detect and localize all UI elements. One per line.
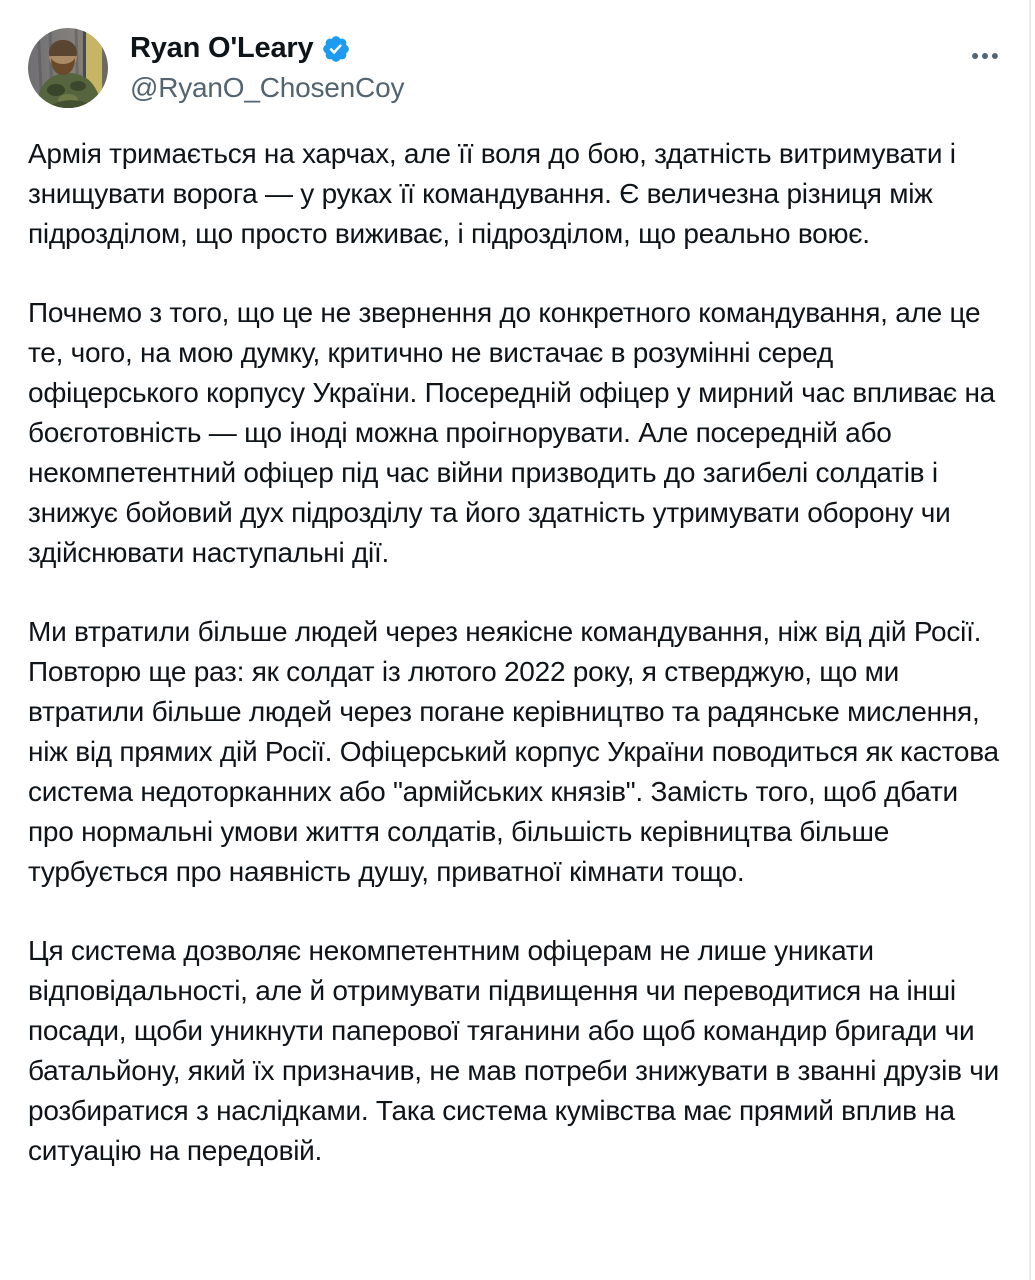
verified-badge-icon (321, 34, 351, 64)
column-divider (1029, 0, 1031, 1280)
tweet-paragraph: Ця система дозволяє некомпетентним офіцерам не лише уникати відповідальності, але й отримувати підвищення чи переводитися на інші посади, щоби уникнути паперової тяганини або щоб командир бригади чи батальйону, який їх призначив, не мав потреби знижувати в званні друзів чи розбиратися з наслідками. Така система кумівства має прямий вплив на ситуацію на передовій. (28, 935, 999, 1166)
avatar[interactable] (28, 28, 108, 108)
avatar-image (28, 28, 108, 108)
tweet-paragraph: Армія тримається на харчах, але її воля до бою, здатність витримувати і знищувати ворога — у руках її командування. Є величезна різниця між підрозділом, що просто виживає, і підрозділом, що реально воює. (28, 138, 956, 249)
author-display-name[interactable]: Ryan O'Leary (130, 32, 314, 64)
tweet-header (28, 28, 1005, 108)
author-block (130, 28, 404, 108)
author-handle[interactable]: @RyanO_ChosenCoy (130, 72, 405, 103)
more-options-button[interactable] (965, 36, 1005, 76)
tweet-body (28, 134, 1005, 1171)
tweet-paragraph: Ми втратили більше людей через неякісне командування, ніж від дій Росії. Повторю ще раз: як солдат із лютого 2022 року, я стверджую, що ми втратили більше людей через погане керівництво та радянське мислення, ніж від прямих дій Росії. Офіцерський корпус України поводиться як кастова система недоторканних або "армійських князів". Замість того, щоб дбати про нормальні умови життя солдатів, більшість керівництва більше турбується про наявність душу, приватної кімнати тощо. (28, 616, 999, 887)
author-name-row[interactable] (130, 32, 404, 65)
tweet-paragraph: Почнемо з того, що це не звернення до конкретного командування, але це те, чого, на мою думку, критично не вистачає в розумінні серед офіцерського корпусу України. Посередній офіцер у мирний час впливає на боєготовність — що іноді можна проігнорувати. Але посередній або некомпетентний офіцер під час війни призводить до загибелі солдатів і знижує бойовий дух підрозділу та його здатність утримувати оборону чи здійснювати наступальні дії. (28, 297, 995, 568)
more-options-icon (968, 39, 1002, 73)
